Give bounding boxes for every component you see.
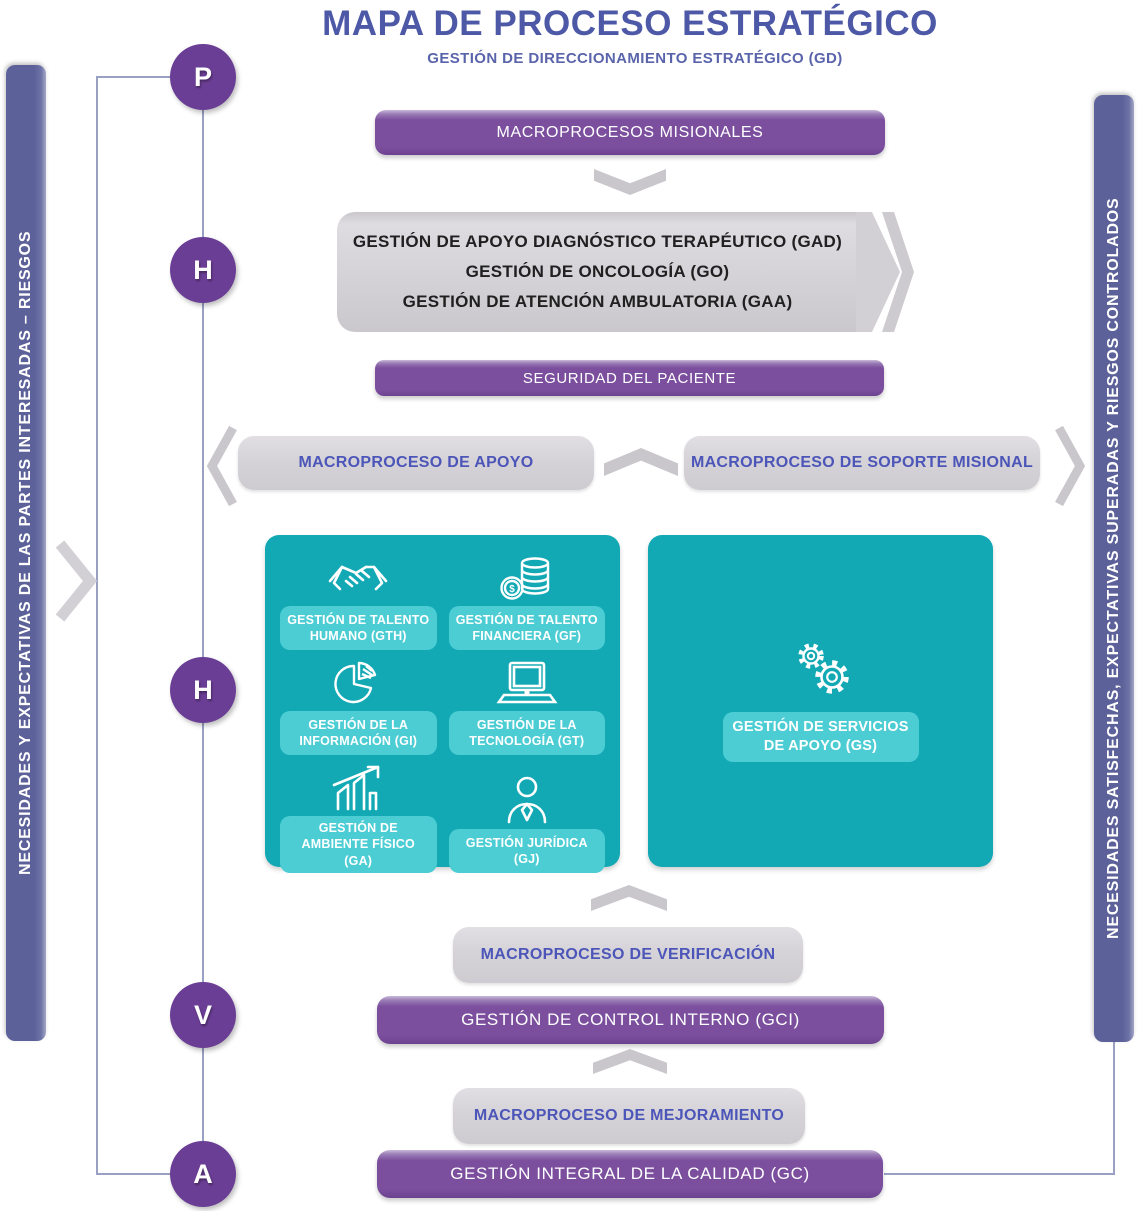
misionales-arrow-banner	[337, 212, 858, 332]
phva-circle-a: A	[170, 1141, 236, 1207]
phva-circle-h2: H	[170, 657, 236, 723]
person-icon	[503, 768, 551, 824]
verificacion-title-box: MACROPROCESO DE VERIFICACIÓN	[453, 927, 803, 983]
apoyo-item-label: GESTIÓN DE TALENTO FINANCIERA (GF)	[449, 606, 606, 650]
soporte-item-label: GESTIÓN DE SERVICIOS DE APOYO (GS)	[723, 712, 919, 762]
soporte-panel	[648, 535, 993, 867]
coins-icon	[499, 545, 555, 601]
left-angle-bracket-icon	[204, 424, 240, 508]
arrow-line-go: GESTIÓN DE ONCOLOGÍA (GO)	[465, 262, 730, 282]
apoyo-item-ga	[280, 755, 437, 873]
phva-circle-h1: H	[170, 237, 236, 303]
chevron-up-icon	[593, 1049, 667, 1074]
apoyo-item-label: GESTIÓN DE AMBIENTE FÍSICO (GA)	[280, 816, 437, 873]
left-rail-needs-expectations: NECESIDADES Y EXPECTATIVAS DE LAS PARTES INTERESADAS – RIESGOS	[6, 65, 46, 1041]
apoyo-item-gi	[280, 650, 437, 755]
gears-icon	[789, 641, 853, 702]
page-title: MAPA DE PROCESO ESTRATÉGICO	[322, 4, 938, 43]
seguridad-bar: SEGURIDAD DEL PACIENTE	[375, 360, 884, 396]
gc-bar: GESTIÓN INTEGRAL DE LA CALIDAD (GC)	[377, 1150, 883, 1198]
apoyo-item-label: GESTIÓN DE TALENTO HUMANO (GTH)	[280, 606, 437, 650]
apoyo-item-gf	[449, 545, 606, 650]
page-subtitle: GESTIÓN DE DIRECCIONAMIENTO ESTRATÉGICO (GD)	[427, 50, 843, 67]
handshake-icon	[326, 545, 390, 601]
arrow-line-gaa: GESTIÓN DE ATENCIÓN AMBULATORIA (GAA)	[402, 291, 793, 311]
soporte-title-box: MACROPROCESO DE SOPORTE MISIONAL	[684, 436, 1040, 490]
apoyo-item-label: GESTIÓN DE LA TECNOLOGÍA (GT)	[449, 711, 606, 755]
mejoramiento-title-box: MACROPROCESO DE MEJORAMIENTO	[453, 1088, 805, 1144]
phva-circle-p: P	[170, 44, 236, 110]
apoyo-panel	[265, 535, 620, 867]
right-angle-bracket-icon	[1052, 424, 1088, 508]
apoyo-item-label: GESTIÓN JURÍDICA (GJ)	[449, 829, 606, 873]
apoyo-item-gth	[280, 545, 437, 650]
arrow-line-gad: GESTIÓN DE APOYO DIAGNÓSTICO TERAPÉUTICO (GAD)	[352, 232, 843, 252]
chevron-up-icon	[591, 885, 667, 911]
chevron-down-icon	[594, 169, 666, 195]
apoyo-item-label: GESTIÓN DE LA INFORMACIÓN (GI)	[280, 711, 437, 755]
phva-circle-v: V	[170, 982, 236, 1048]
laptop-icon	[495, 650, 559, 706]
svg-text:$: $	[508, 584, 515, 595]
apoyo-title-box: MACROPROCESO DE APOYO	[238, 436, 594, 490]
misionales-bar: MACROPROCESOS MISIONALES	[375, 110, 885, 155]
left-rail-chevron-icon	[52, 540, 100, 622]
gci-bar: GESTIÓN DE CONTROL INTERNO (GCI)	[377, 996, 884, 1044]
buildings-icon	[330, 755, 386, 811]
chevron-up-icon	[604, 448, 678, 476]
right-rail-needs-satisfied: NECESIDADES SATISFECHAS, EXPECTATIVAS SUPERADAS Y RIESGOS CONTROLADOS	[1094, 95, 1134, 1042]
pie-chart-icon	[332, 650, 384, 706]
apoyo-item-gt	[449, 650, 606, 755]
arrow-tip-icon	[856, 212, 916, 332]
apoyo-item-gj	[449, 755, 606, 873]
